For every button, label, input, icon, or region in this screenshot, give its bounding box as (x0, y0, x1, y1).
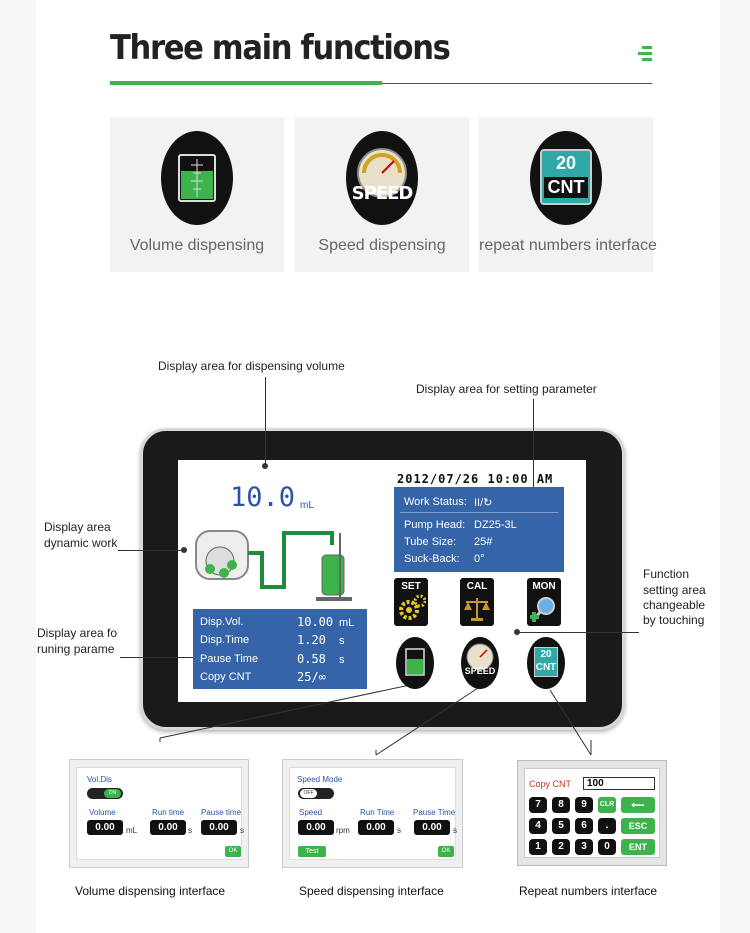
magnifier-icon (530, 594, 558, 624)
work-status-value: II/↻ (474, 497, 493, 509)
keypad-display[interactable]: 100 (583, 777, 655, 790)
speed-run-label: Run Time (360, 808, 395, 817)
beaker-icon (396, 637, 434, 689)
count-button-bottom: CNT (535, 662, 557, 673)
cal-button[interactable] (460, 578, 494, 626)
run-value: 25/∞ (297, 670, 326, 684)
suck-back-label: Suck-Back: (404, 553, 460, 565)
card-label: repeat numbers interface (479, 237, 657, 254)
count-mode-button[interactable] (527, 637, 565, 689)
key-7[interactable]: 7 (529, 797, 547, 813)
run-label: Disp.Vol. (200, 616, 244, 628)
key-clr[interactable]: CLR (598, 797, 616, 813)
speed-pause-value[interactable]: 0.00 (414, 820, 450, 835)
speed-gauge-icon (461, 637, 499, 689)
key-esc[interactable]: ESC (621, 818, 655, 834)
setting-parameter-panel (394, 487, 564, 572)
mon-button-label: MON (532, 581, 556, 592)
vol-toggle[interactable] (87, 788, 123, 799)
callout-function-3: changeable (643, 598, 706, 612)
screen-volume-unit: mL (300, 500, 314, 511)
run-value: 0.58 (297, 652, 326, 666)
vol-pause-label: Pause time (201, 808, 242, 817)
speed-interface-panel (282, 759, 463, 868)
callout-running-1: Display area fo (37, 626, 118, 640)
callout-function-1: Function (643, 567, 690, 581)
run-label: Copy CNT (200, 671, 252, 683)
volume-mode-button[interactable] (396, 637, 434, 689)
vol-run-label: Run time (152, 808, 185, 817)
run-value: 10.00 (297, 615, 334, 629)
pump-head-value: DZ25-3L (474, 519, 517, 531)
speed-mode-button[interactable] (461, 637, 499, 689)
speed-speed-label: Speed (299, 808, 323, 817)
vol-run-unit: s (188, 826, 192, 835)
vol-volume-unit: mL (126, 826, 138, 835)
callout-dynamic-work-2: dynamic work (44, 536, 118, 550)
callout-function-4: by touching (643, 613, 705, 627)
run-unit: mL (339, 617, 355, 629)
key-2[interactable]: 2 (552, 839, 570, 855)
running-parameter-panel (193, 609, 367, 689)
speed-toggle[interactable] (298, 788, 334, 799)
page-title: Three main functions (110, 28, 450, 68)
screen-volume: 10.0 (230, 482, 296, 513)
speed-test-button[interactable]: Test (298, 846, 326, 857)
speed-run-value[interactable]: 0.00 (358, 820, 394, 835)
vol-mode-label: Vol.Dis (87, 775, 112, 784)
caption-speed: Speed dispensing interface (299, 884, 444, 898)
volume-interface-panel (69, 759, 249, 868)
screen-datetime: 2012/07/26 10:00 AM (397, 472, 554, 486)
mon-button[interactable] (527, 578, 561, 626)
callout-dynamic-work-1: Display area (44, 520, 111, 534)
gear-icon (398, 594, 426, 622)
cal-button-label: CAL (466, 581, 488, 592)
run-label: Disp.Time (200, 634, 250, 646)
speed-toggle-label: OFF (300, 789, 317, 798)
key-backspace[interactable]: ⟵ (621, 797, 655, 813)
speed-mode-label: Speed Mode (297, 775, 343, 784)
vol-pause-unit: s (240, 826, 244, 835)
vol-toggle-label: ON (104, 789, 121, 798)
speed-pause-unit: s (453, 826, 457, 835)
run-unit: s (339, 635, 345, 647)
run-value: 1.20 (297, 633, 326, 647)
vol-pause-value[interactable]: 0.00 (201, 820, 237, 835)
speed-pause-label: Pause Time (413, 808, 456, 817)
key-8[interactable]: 8 (552, 797, 570, 813)
scale-icon (463, 596, 491, 622)
counter-icon-bottom: CNT (544, 177, 588, 198)
callout-running-2: runing parame (37, 642, 115, 656)
callout-setting-parameter: Display area for setting parameter (416, 382, 597, 396)
speed-speed-unit: rpm (336, 826, 350, 835)
callout-dispensing-volume: Display area for dispensing volume (158, 359, 345, 373)
speed-run-unit: s (397, 826, 401, 835)
caption-repeat: Repeat numbers interface (519, 884, 658, 898)
repeat-numbers-keypad (517, 760, 667, 866)
key-1[interactable]: 1 (529, 839, 547, 855)
speed-ok-button[interactable]: OK (438, 846, 454, 857)
key-4[interactable]: 4 (529, 818, 547, 834)
tube-size-label: Tube Size: (404, 536, 457, 548)
vol-ok-button[interactable]: OK (225, 846, 241, 857)
key-dot[interactable]: . (598, 818, 616, 834)
pump-animation-icon (190, 525, 360, 605)
pump-head-label: Pump Head: (404, 519, 466, 531)
key-ent[interactable]: ENT (621, 839, 655, 855)
set-button[interactable] (394, 578, 428, 626)
card-label: Speed dispensing (318, 237, 446, 254)
key-5[interactable]: 5 (552, 818, 570, 834)
vol-volume-value[interactable]: 0.00 (87, 820, 123, 835)
tube-size-value: 25# (474, 536, 493, 548)
suck-back-value: 0° (474, 553, 485, 565)
callout-function-2: setting area (643, 583, 706, 597)
speed-speed-value[interactable]: 0.00 (298, 820, 334, 835)
run-label: Pause Time (200, 653, 259, 665)
speed-button-label: SPEED (464, 666, 496, 676)
run-unit: s (339, 654, 345, 666)
key-6[interactable]: 6 (575, 818, 593, 834)
keypad-label: Copy CNT (529, 779, 572, 789)
card-label: Volume dispensing (129, 237, 265, 254)
count-button-top: 20 (540, 649, 552, 660)
speed-icon-text: SPEED (351, 183, 413, 204)
set-button-label: SET (401, 581, 421, 592)
vol-run-value[interactable]: 0.00 (150, 820, 186, 835)
vol-volume-label: Volume (89, 808, 116, 817)
counter-icon-top: 20 (555, 153, 577, 173)
work-status-label: Work Status: (404, 496, 467, 508)
caption-volume: Volume dispensing interface (75, 884, 226, 898)
key-3[interactable]: 3 (575, 839, 593, 855)
key-0[interactable]: 0 (598, 839, 616, 855)
key-9[interactable]: 9 (575, 797, 593, 813)
